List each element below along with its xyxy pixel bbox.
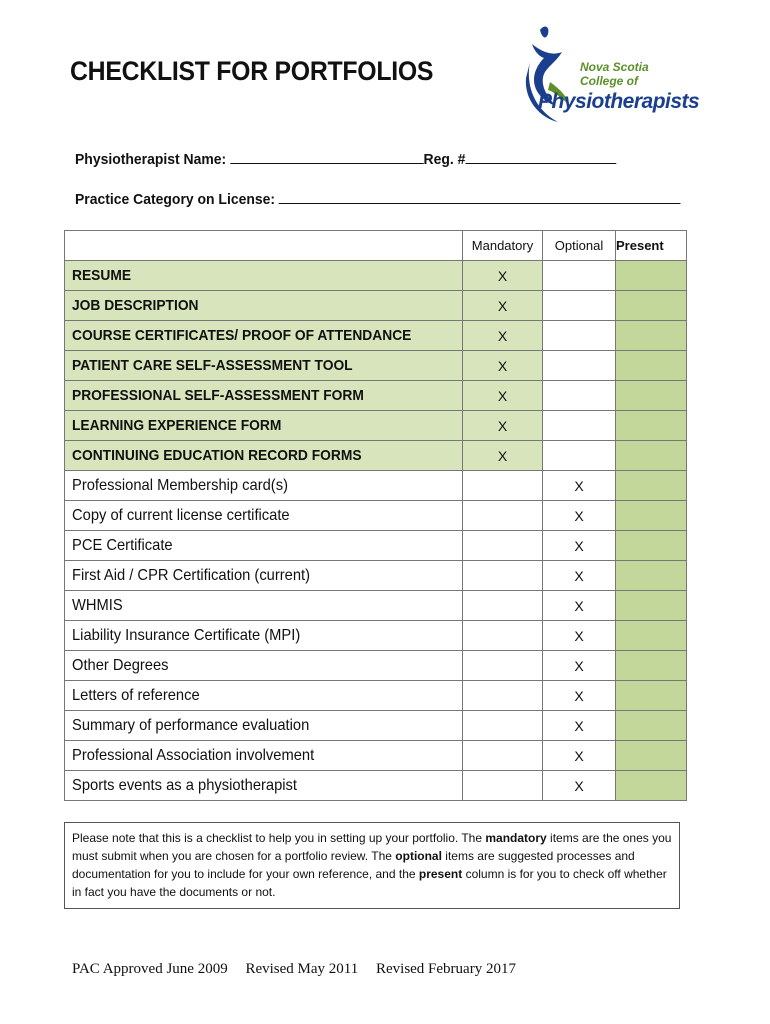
mandatory-cell: X bbox=[463, 321, 543, 351]
category-label: Practice Category on License: bbox=[75, 191, 276, 208]
present-checkbox-cell[interactable] bbox=[616, 441, 687, 471]
note-present: present bbox=[418, 867, 463, 881]
item-label bbox=[65, 771, 463, 801]
optional-cell bbox=[543, 261, 616, 291]
table-row bbox=[65, 351, 687, 381]
item-label-text: First Aid / CPR Certification (current) bbox=[72, 566, 311, 584]
item-label bbox=[65, 561, 463, 591]
item-label bbox=[65, 711, 463, 741]
present-checkbox-cell[interactable] bbox=[616, 741, 687, 771]
mandatory-cell bbox=[463, 471, 543, 501]
item-label-text: Professional Membership card(s) bbox=[72, 476, 288, 494]
footer-revisions bbox=[72, 961, 530, 978]
logo-line-2: College of bbox=[580, 74, 639, 88]
table-row bbox=[65, 261, 687, 291]
present-checkbox-cell[interactable] bbox=[616, 261, 687, 291]
header-blank-cell bbox=[65, 231, 463, 261]
optional-cell: X bbox=[543, 591, 616, 621]
item-label bbox=[65, 321, 463, 351]
reg-label: Reg. # bbox=[423, 151, 466, 168]
item-label-text: PATIENT CARE SELF-ASSESSMENT TOOL bbox=[72, 357, 353, 374]
optional-cell bbox=[543, 321, 616, 351]
present-checkbox-cell[interactable] bbox=[616, 621, 687, 651]
table-row bbox=[65, 771, 687, 801]
optional-cell bbox=[543, 351, 616, 381]
checklist-table bbox=[64, 230, 687, 801]
table-row bbox=[65, 321, 687, 351]
footer-revised-1: Revised May 2011 bbox=[245, 961, 359, 977]
item-label bbox=[65, 291, 463, 321]
present-checkbox-cell[interactable] bbox=[616, 561, 687, 591]
item-label-text: CONTINUING EDUCATION RECORD FORMS bbox=[72, 447, 362, 464]
item-label-text: Other Degrees bbox=[72, 656, 169, 674]
mandatory-cell bbox=[463, 621, 543, 651]
item-label-text: RESUME bbox=[72, 267, 132, 284]
present-checkbox-cell[interactable] bbox=[616, 591, 687, 621]
table-row bbox=[65, 471, 687, 501]
mandatory-cell bbox=[463, 591, 543, 621]
item-label bbox=[65, 261, 463, 291]
item-label bbox=[65, 411, 463, 441]
footer-revised-2: Revised February 2017 bbox=[375, 961, 516, 977]
item-label bbox=[65, 441, 463, 471]
item-label-text: PROFESSIONAL SELF-ASSESSMENT FORM bbox=[72, 387, 364, 404]
optional-cell: X bbox=[543, 741, 616, 771]
mandatory-cell: X bbox=[463, 411, 543, 441]
name-label: Physiotherapist Name: bbox=[75, 151, 227, 168]
optional-cell: X bbox=[543, 651, 616, 681]
mandatory-cell: X bbox=[463, 291, 543, 321]
item-label-text: Summary of performance evaluation bbox=[72, 716, 310, 734]
category-line bbox=[75, 189, 681, 208]
mandatory-cell bbox=[463, 531, 543, 561]
mandatory-cell bbox=[463, 501, 543, 531]
item-label-text: Liability Insurance Certificate (MPI) bbox=[72, 626, 301, 644]
present-checkbox-cell[interactable] bbox=[616, 651, 687, 681]
item-label-text: PCE Certificate bbox=[72, 536, 173, 554]
table-row bbox=[65, 711, 687, 741]
optional-cell bbox=[543, 441, 616, 471]
page-title: CHECKLIST FOR PORTFOLIOS bbox=[70, 56, 434, 86]
item-label bbox=[65, 501, 463, 531]
note-optional: optional bbox=[395, 849, 442, 863]
item-label bbox=[65, 651, 463, 681]
optional-cell: X bbox=[543, 711, 616, 741]
table-row bbox=[65, 531, 687, 561]
optional-cell: X bbox=[543, 621, 616, 651]
logo-line-3: Physiotherapists bbox=[538, 90, 700, 113]
table-row bbox=[65, 681, 687, 711]
item-label bbox=[65, 471, 463, 501]
present-checkbox-cell[interactable] bbox=[616, 381, 687, 411]
item-label bbox=[65, 741, 463, 771]
present-checkbox-cell[interactable] bbox=[616, 501, 687, 531]
item-label-text: COURSE CERTIFICATES/ PROOF OF ATTENDANCE bbox=[72, 327, 412, 344]
note-part-1: Please note that this is a checklist to help you in setting up your portfolio. The bbox=[72, 831, 486, 845]
item-label bbox=[65, 381, 463, 411]
item-label-text: Letters of reference bbox=[72, 686, 200, 704]
mandatory-cell bbox=[463, 741, 543, 771]
name-field[interactable] bbox=[230, 149, 423, 164]
header-optional: Optional bbox=[543, 231, 616, 261]
note-part-2: items are the ones you must submit when you are chosen for a portfolio review. The bbox=[72, 831, 672, 863]
table-row bbox=[65, 561, 687, 591]
note-part-4: column is for you to check off whether in fact you have the documents or not. bbox=[72, 867, 667, 899]
present-checkbox-cell[interactable] bbox=[616, 711, 687, 741]
present-checkbox-cell[interactable] bbox=[616, 411, 687, 441]
item-label bbox=[65, 621, 463, 651]
optional-cell: X bbox=[543, 561, 616, 591]
item-label-text: Professional Association involvement bbox=[72, 746, 315, 764]
table-row bbox=[65, 741, 687, 771]
item-label-text: LEARNING EXPERIENCE FORM bbox=[72, 417, 282, 434]
item-label bbox=[65, 531, 463, 561]
optional-cell: X bbox=[543, 681, 616, 711]
table-header-row bbox=[65, 231, 687, 261]
item-label bbox=[65, 351, 463, 381]
note-mandatory: mandatory bbox=[485, 831, 547, 845]
optional-cell: X bbox=[543, 471, 616, 501]
college-logo bbox=[522, 22, 700, 130]
table-row bbox=[65, 411, 687, 441]
name-reg-line bbox=[75, 149, 616, 168]
table-row bbox=[65, 441, 687, 471]
item-label-text: Sports events as a physiotherapist bbox=[72, 776, 298, 794]
present-checkbox-cell[interactable] bbox=[616, 681, 687, 711]
optional-cell: X bbox=[543, 771, 616, 801]
mandatory-cell bbox=[463, 681, 543, 711]
table-row bbox=[65, 621, 687, 651]
note-part-3: items are suggested processes and documentation for you to include for your own reference, and the bbox=[72, 849, 635, 881]
present-checkbox-cell[interactable] bbox=[616, 351, 687, 381]
mandatory-cell bbox=[463, 771, 543, 801]
mandatory-cell: X bbox=[463, 351, 543, 381]
table-row bbox=[65, 651, 687, 681]
optional-cell bbox=[543, 381, 616, 411]
optional-cell: X bbox=[543, 501, 616, 531]
table-row bbox=[65, 501, 687, 531]
logo-line-1: Nova Scotia bbox=[580, 60, 649, 74]
mandatory-cell bbox=[463, 561, 543, 591]
reg-field[interactable] bbox=[465, 149, 616, 164]
mandatory-cell: X bbox=[463, 381, 543, 411]
header-mandatory: Mandatory bbox=[463, 231, 543, 261]
item-label bbox=[65, 591, 463, 621]
mandatory-cell: X bbox=[463, 261, 543, 291]
header-present: Present bbox=[616, 231, 687, 261]
item-label bbox=[65, 681, 463, 711]
item-label-text: Copy of current license certificate bbox=[72, 506, 290, 524]
optional-cell bbox=[543, 411, 616, 441]
table-row bbox=[65, 591, 687, 621]
item-label-text: JOB DESCRIPTION bbox=[72, 297, 199, 314]
table-row bbox=[65, 291, 687, 321]
mandatory-cell bbox=[463, 711, 543, 741]
optional-cell: X bbox=[543, 531, 616, 561]
present-checkbox-cell[interactable] bbox=[616, 321, 687, 351]
present-checkbox-cell[interactable] bbox=[616, 291, 687, 321]
item-label-text: WHMIS bbox=[72, 596, 123, 614]
instructions-note bbox=[64, 822, 680, 909]
optional-cell bbox=[543, 291, 616, 321]
present-checkbox-cell[interactable] bbox=[616, 531, 687, 561]
footer-approved: PAC Approved June 2009 bbox=[72, 961, 228, 977]
present-checkbox-cell[interactable] bbox=[616, 771, 687, 801]
present-checkbox-cell[interactable] bbox=[616, 471, 687, 501]
category-field[interactable] bbox=[279, 189, 681, 204]
table-row bbox=[65, 381, 687, 411]
mandatory-cell bbox=[463, 651, 543, 681]
mandatory-cell: X bbox=[463, 441, 543, 471]
